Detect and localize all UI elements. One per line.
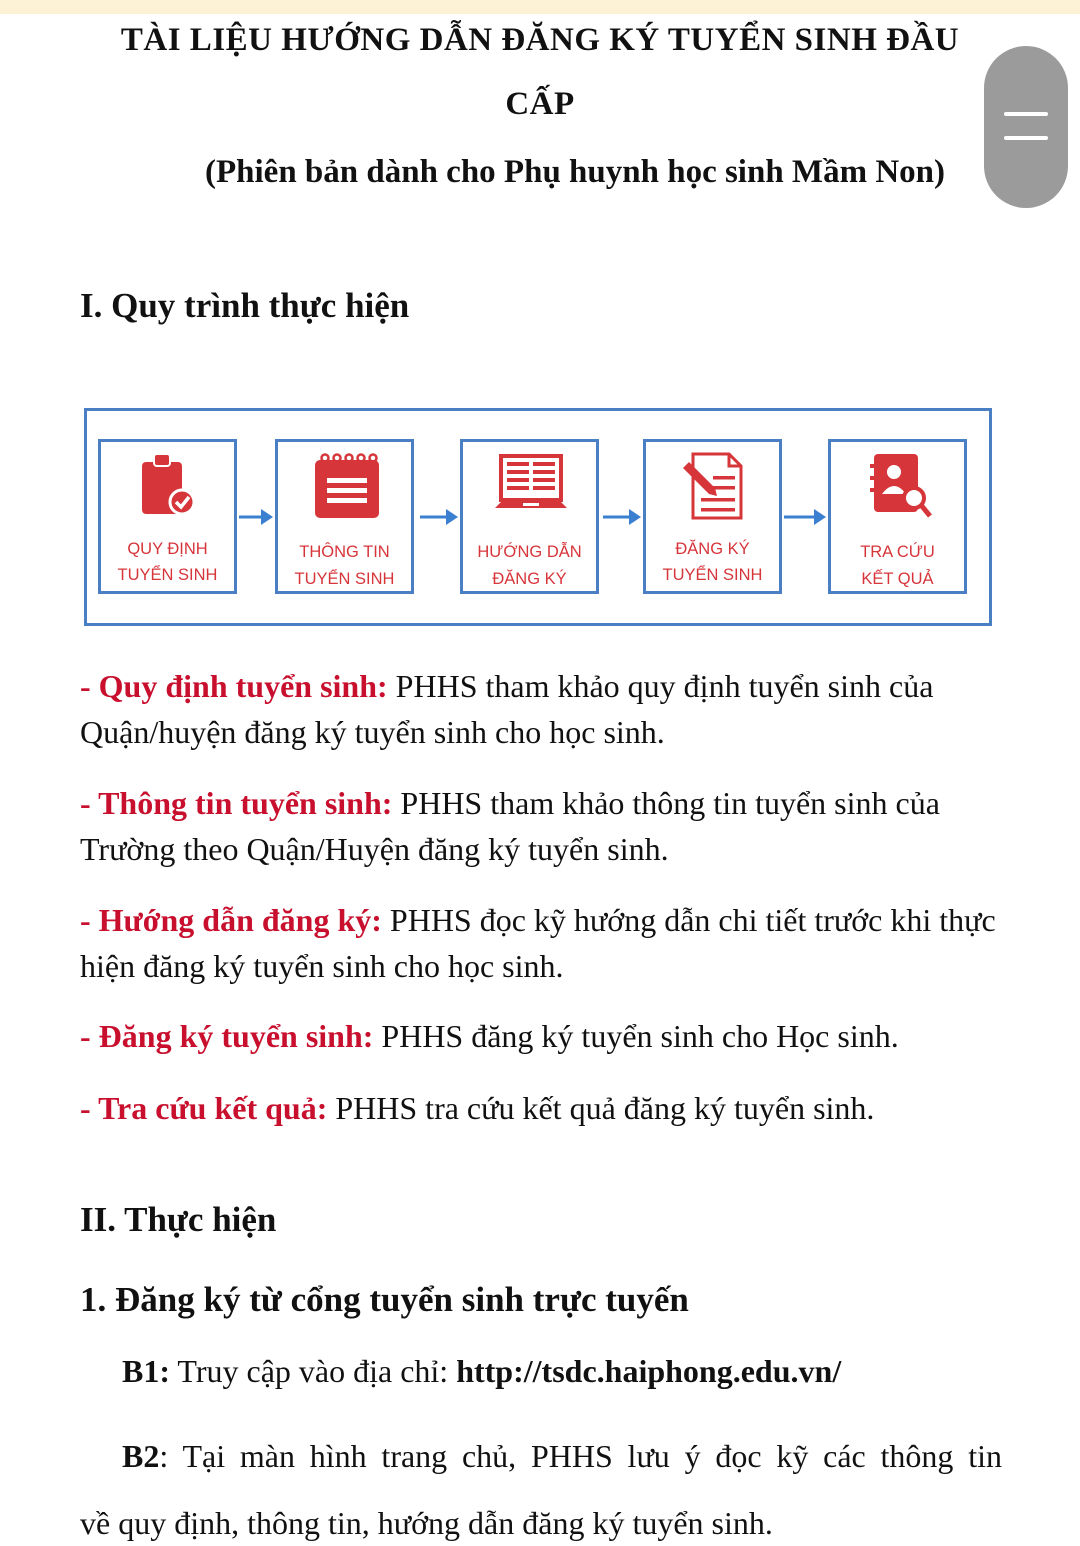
step-label-line1: TRA CỨU xyxy=(860,543,935,561)
flow-step-quy-dinh xyxy=(98,439,237,594)
description-text: PHHS tham khảo thông tin tuyển sinh của Trường theo Quận/Huyện đăng ký tuyển sinh. xyxy=(80,785,940,867)
description-label: - Đăng ký tuyển sinh: xyxy=(80,1018,374,1054)
arrow-right-icon xyxy=(782,506,828,528)
description-text: PHHS tra cứu kết quả đăng ký tuyển sinh. xyxy=(327,1090,875,1126)
description-tra-cuu xyxy=(80,1085,1010,1131)
clipboard-check-icon xyxy=(134,450,206,522)
laptop-document-icon xyxy=(493,450,569,522)
description-label: - Hướng dẫn đăng ký: xyxy=(80,902,382,938)
step-b1-text: Truy cập vào địa chỉ: xyxy=(170,1353,457,1389)
description-quy-dinh xyxy=(80,663,1010,755)
step-label-line1: HƯỚNG DẪN xyxy=(477,543,582,561)
step-b2-label: B2 xyxy=(122,1438,160,1474)
step-b2-line1 xyxy=(122,1433,1002,1479)
description-text: PHHS tham khảo quy định tuyển sinh của Quận/huyện đăng ký tuyển sinh cho học sinh. xyxy=(80,668,934,750)
description-huong-dan xyxy=(80,897,1010,989)
grip-line-icon xyxy=(1004,136,1048,140)
step-label-line2: TUYỂN SINH xyxy=(294,570,395,588)
step-b1-label: B1: xyxy=(122,1353,170,1389)
step-b2-text: : Tại màn hình trang chủ, PHHS lưu ý đọc kỹ các thông tin xyxy=(159,1438,1002,1474)
step-label-line1: ĐĂNG KÝ xyxy=(675,540,750,558)
arrow-right-icon xyxy=(237,506,275,528)
section-2-heading: II. Thực hiện xyxy=(80,1200,277,1239)
description-label: - Thông tin tuyển sinh: xyxy=(80,785,393,821)
arrow-right-icon xyxy=(418,506,460,528)
arrow-right-icon xyxy=(601,506,643,528)
contact-search-icon xyxy=(864,450,936,522)
description-label: - Tra cứu kết quả: xyxy=(80,1090,328,1126)
step-b1 xyxy=(122,1348,841,1394)
section-2-subheading: 1. Đăng ký từ cổng tuyển sinh trực tuyến xyxy=(80,1280,689,1319)
step-b2-line2: về quy định, thông tin, hướng dẫn đăng ký tuyển sinh. xyxy=(80,1505,773,1541)
description-text: PHHS đăng ký tuyển sinh cho Học sinh. xyxy=(373,1018,899,1054)
step-label-line1: QUY ĐỊNH xyxy=(127,540,208,558)
flow-step-tra-cuu xyxy=(828,439,967,594)
step-label-line1: THÔNG TIN xyxy=(299,543,390,561)
description-thong-tin xyxy=(80,780,1010,872)
step-label-line2: TUYỂN SINH xyxy=(662,566,763,584)
description-dang-ky xyxy=(80,1013,1010,1059)
step-label-line2: TUYỂN SINH xyxy=(117,566,218,584)
grip-line-icon xyxy=(1004,112,1048,116)
step-label-line2: KẾT QUẢ xyxy=(861,570,934,588)
flow-step-thong-tin xyxy=(275,439,414,594)
document-title-line-1: TÀI LIỆU HƯỚNG DẪN ĐĂNG KÝ TUYỂN SINH ĐẦU xyxy=(120,22,960,58)
section-1-heading: I. Quy trình thực hiện xyxy=(80,286,410,325)
description-label: - Quy định tuyển sinh: xyxy=(80,668,388,704)
flow-step-dang-ky xyxy=(643,439,782,594)
step-label-line2: ĐĂNG KÝ xyxy=(492,570,567,588)
scroll-handle[interactable] xyxy=(984,46,1068,208)
form-pen-icon xyxy=(679,450,751,522)
document-title-line-2: CẤP xyxy=(505,86,575,122)
portal-url-link[interactable]: http://tsdc.haiphong.edu.vn/ xyxy=(456,1353,842,1389)
top-status-strip xyxy=(0,0,1080,14)
notepad-icon xyxy=(311,450,383,522)
flow-step-huong-dan xyxy=(460,439,599,594)
description-text: PHHS đọc kỹ hướng dẫn chi tiết trước khi thực hiện đăng ký tuyển sinh cho học sinh. xyxy=(80,902,996,984)
document-subtitle: (Phiên bản dành cho Phụ huynh học sinh Mầm Non) xyxy=(205,154,945,190)
